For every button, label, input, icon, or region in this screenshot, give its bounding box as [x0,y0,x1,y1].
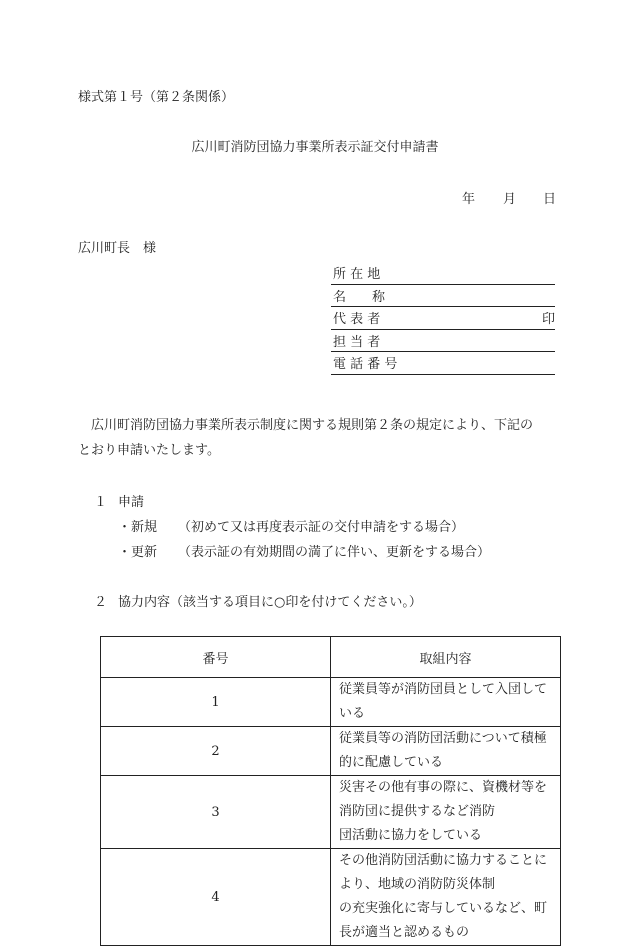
row-number: 1 [101,678,331,727]
body-paragraph-line-2: とおり申請いたします。 [78,443,220,458]
row-content: 従業員等が消防団員として入団している [331,678,561,727]
option-new[interactable] [118,516,464,535]
representative-label: 代 表 者 [333,312,381,328]
header-content: 取組内容 [331,637,561,678]
row-number: 3 [101,776,331,849]
row-number: 4 [101,849,331,946]
representative-field[interactable] [331,307,555,330]
option-renewal-name: ・更新 [118,545,158,560]
date-day-label: 日 [543,192,557,207]
option-new-name: ・新規 [118,520,158,535]
header-number: 番号 [101,637,331,678]
addressee: 広川町長 様 [78,241,157,256]
section-1-title: 申請 [118,495,145,510]
row-content: 従業員等の消防団活動について積極的に配慮している [331,727,561,776]
option-new-desc: （初めて又は再度表示証の交付申請をする場合） [178,520,465,535]
form-number: 様式第１号（第２条関係） [78,90,235,105]
name-field[interactable] [331,285,555,308]
table-row[interactable] [101,727,561,776]
table-row[interactable] [101,678,561,727]
row-number: 2 [101,727,331,776]
cooperation-table [100,636,561,946]
contact-person-label: 担 当 者 [333,334,381,350]
applicant-fields [331,262,555,375]
date-year-label: 年 [462,192,476,207]
row-content: 災害その他有事の際に、資機材等を消防団に提供するなど消防 団活動に協力をしている [331,776,561,849]
table-row[interactable] [101,849,561,946]
contact-person-field[interactable] [331,330,555,353]
seal-mark: 印 [541,312,555,328]
row-content: その他消防団活動に協力することにより、地域の消防防災体制 の充実強化に寄与しているなど、町長が適当と認めるもの [331,849,561,946]
document-title: 広川町消防団協力事業所表示証交付申請書 [191,140,439,155]
table-header-row [101,637,561,678]
section-2-title: 協力内容（該当する項目に○印を付けてください。） [118,595,422,610]
table-row[interactable] [101,776,561,849]
phone-label: 電 話 番 号 [333,357,398,373]
option-renewal[interactable] [118,541,490,560]
phone-field[interactable] [331,352,555,375]
address-field[interactable] [331,262,555,285]
name-label: 名 称 [333,289,386,305]
address-label: 所 在 地 [333,267,381,282]
section-2-number: ２ [94,595,108,610]
option-renewal-desc: （表示証の有効期間の満了に伴い、更新をする場合） [178,545,491,560]
section-1-number: １ [94,495,108,510]
date-month-label: 月 [503,192,517,207]
body-paragraph-line-1: 広川町消防団協力事業所表示制度に関する規則第２条の規定により、下記の [91,418,534,433]
